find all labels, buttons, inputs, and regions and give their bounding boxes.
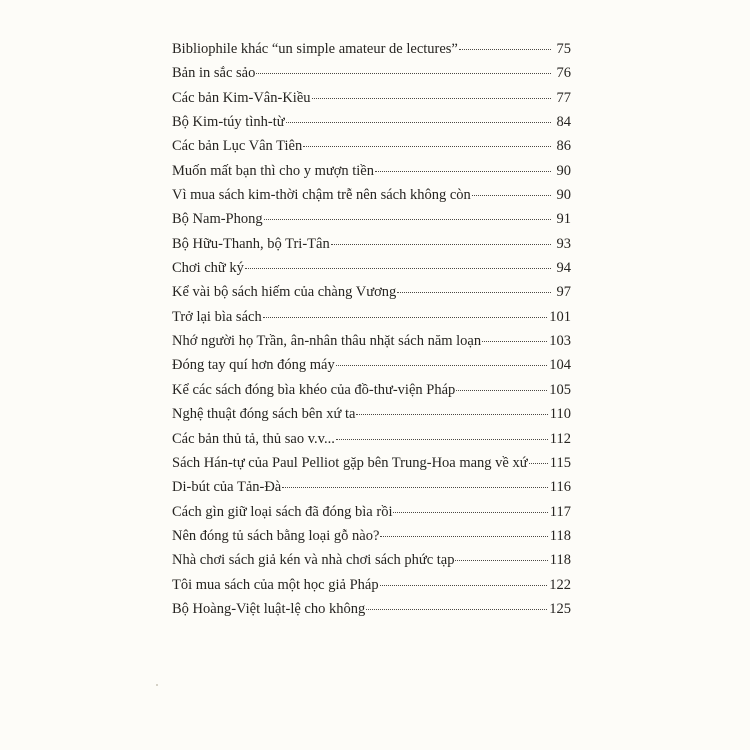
toc-entry (172, 406, 571, 430)
toc-entry (172, 528, 571, 552)
toc-entry (172, 260, 571, 284)
toc-entry-title: Bibliophile khác “un simple amateur de lectures” (172, 41, 458, 57)
dot-leader (456, 389, 547, 391)
dot-leader (380, 584, 548, 586)
toc-entry-title: Các bản Kim-Vân-Kiều (172, 89, 311, 106)
toc-entry-page: 76 (556, 65, 571, 82)
toc-entry-page: 103 (549, 333, 571, 350)
toc-entry-title: Vì mua sách kim-thời chậm trễ nên sách không còn (172, 187, 471, 204)
toc-entry (172, 431, 571, 455)
toc-entry-title: Nghệ thuật đóng sách bên xứ ta (172, 406, 356, 423)
dot-leader (282, 486, 548, 488)
paper-speck (156, 684, 158, 686)
toc-entry-title: Các bản thủ tả, thủ sao v.v... (172, 430, 335, 447)
toc-entry-title: Nên đóng tủ sách bằng loại gỗ nào? (172, 527, 380, 544)
toc-entry-page: 122 (549, 576, 571, 593)
toc-entry-page: 116 (549, 479, 571, 496)
toc-entry-page: 101 (549, 308, 571, 325)
dot-leader (482, 340, 547, 342)
toc-entry-page: 94 (556, 260, 571, 277)
toc-entry-page: 84 (556, 114, 571, 131)
toc-entry-page: 104 (549, 357, 571, 374)
toc-entry (172, 163, 571, 187)
dot-leader (375, 170, 551, 172)
toc-entry-title: Di-bút của Tản-Đà (172, 479, 282, 496)
toc-entry-title: Trở lại bìa sách (172, 308, 262, 325)
toc-entry (172, 65, 571, 89)
toc-entry (172, 236, 571, 260)
toc-entry (172, 211, 571, 235)
toc-entry-title: Kể các sách đóng bìa khéo của đồ-thư-viện Pháp (172, 381, 456, 398)
toc-entry-title: Bộ Hữu-Thanh, bộ Tri-Tân (172, 235, 330, 252)
toc-entry (172, 187, 571, 211)
toc-entry (172, 357, 571, 381)
toc-entry-page: 117 (549, 503, 571, 520)
toc-entry-title: Nhớ người họ Trần, ân-nhân thâu nhặt sách năm loạn (172, 333, 482, 350)
dot-leader (286, 121, 551, 123)
toc-entry-title: Bộ Kim-túy tình-từ (172, 114, 285, 131)
dot-leader (312, 97, 551, 99)
toc-entry-title: Đóng tay quí hơn đóng máy (172, 357, 335, 374)
dot-leader (245, 267, 551, 269)
toc-entry (172, 309, 571, 333)
toc-entry-title: Bản in sắc sảo (172, 65, 256, 82)
dot-leader (455, 559, 547, 561)
toc-entry-page: 118 (549, 552, 571, 569)
dot-leader (393, 511, 547, 513)
toc-entry (172, 333, 571, 357)
toc-entry (172, 284, 571, 308)
toc-entry-title: Muốn mất bạn thì cho y mượn tiền (172, 162, 374, 179)
toc-entry (172, 577, 571, 601)
toc-entry-title: Nhà chơi sách giả kén và nhà chơi sách phức tạp (172, 552, 455, 569)
toc-entry (172, 41, 571, 65)
dot-leader (336, 438, 548, 440)
toc-entry (172, 114, 571, 138)
toc-entry (172, 382, 571, 406)
toc-entry-page: 110 (549, 406, 571, 423)
toc-entry-page: 125 (549, 600, 571, 617)
toc-entry-page: 93 (556, 235, 571, 252)
toc-entry (172, 552, 571, 576)
dot-leader (331, 243, 551, 245)
toc-entry (172, 479, 571, 503)
toc-entry-page: 77 (556, 89, 571, 106)
toc-entry (172, 138, 571, 162)
toc-entry-page: 112 (549, 430, 571, 447)
dot-leader (356, 413, 547, 415)
toc-entry (172, 601, 571, 625)
toc-entry-page: 75 (556, 41, 571, 57)
toc-entry (172, 90, 571, 114)
toc-entry-page: 90 (556, 162, 571, 179)
toc-entry-page: 115 (549, 454, 571, 471)
dot-leader (264, 218, 551, 220)
dot-leader (397, 291, 551, 293)
toc-entry-title: Tôi mua sách của một học giả Pháp (172, 576, 379, 593)
dot-leader (263, 316, 548, 318)
toc-entry-page: 86 (556, 138, 571, 155)
dot-leader (256, 72, 551, 74)
toc-entry (172, 455, 571, 479)
toc-entry-title: Kể vài bộ sách hiếm của chàng Vương (172, 284, 397, 301)
dot-leader (459, 48, 551, 50)
dot-leader (366, 608, 547, 610)
dot-leader (303, 145, 551, 147)
toc-entry-title: Sách Hán-tự của Paul Pelliot gặp bên Trung-Hoa mang về xứ (172, 454, 528, 471)
dot-leader (529, 462, 548, 464)
dot-leader (380, 535, 547, 537)
toc-entry-title: Chơi chữ ký (172, 260, 244, 277)
dot-leader (336, 364, 548, 366)
toc-entry-page: 91 (556, 211, 571, 228)
toc-entry-title: Cách gìn giữ loại sách đã đóng bìa rồi (172, 503, 393, 520)
toc-entry (172, 504, 571, 528)
toc-entry-title: Bộ Hoàng-Việt luật-lệ cho không (172, 600, 366, 617)
toc-entry-title: Bộ Nam-Phong (172, 211, 263, 228)
toc-entry-page: 90 (556, 187, 571, 204)
toc-entry-page: 97 (556, 284, 571, 301)
toc-entry-title: Các bản Lục Vân Tiên (172, 138, 303, 155)
dot-leader (472, 194, 551, 196)
table-of-contents (172, 41, 571, 625)
toc-entry-page: 105 (549, 381, 571, 398)
toc-entry-page: 118 (549, 527, 571, 544)
